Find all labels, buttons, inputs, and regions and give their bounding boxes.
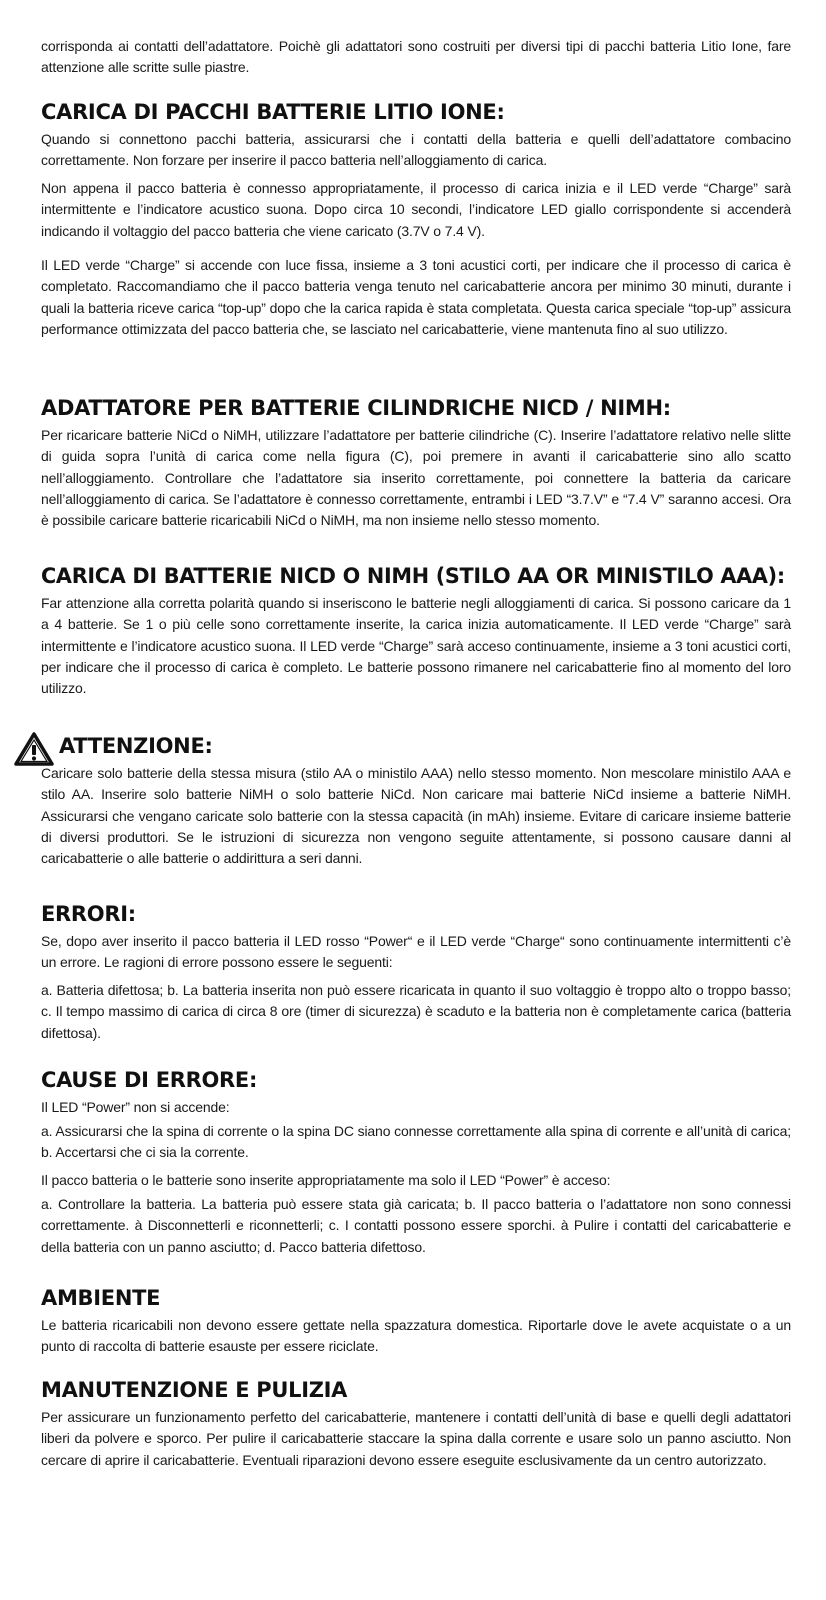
paragraph: Se, dopo aver inserito il pacco batteria il LED rosso “Power“ e il LED verde “Charge“ sono continuamente intermittenti c’è un errore. Le ragioni di errore possono essere le seguenti:: [41, 933, 791, 971]
paragraph: Il LED verde “Charge” si accende con luce fissa, insieme a 3 toni acustici corti, per indicare che il processo di carica è completato. Raccomandiamo che il pacco batteria venga tenuto nel caricabatterie ancora per minimo 30 minuti, durante i quali la batteria riceve carica “top-up” dopo che la carica rapida è stata completata. Questa carica speciale “top-up” assicura performance ottimizzata del pacco batteria che, se lasciato nel caricabatterie, viene mantenuta fino al suo utilizzo.: [41, 257, 791, 337]
section-heading-carica-nicd-nimh: CARICA DI BATTERIE NICD O NIMH (STILO AA OR MINISTILO AAA):: [41, 564, 785, 588]
section-heading-cause-di-errore: CAUSE DI ERRORE:: [41, 1068, 258, 1092]
section-heading-litio-ione: CARICA DI PACCHI BATTERIE LITIO IONE:: [41, 100, 505, 124]
paragraph: a. Controllare la batteria. La batteria può essere stata già caricata; b. Il pacco batteria o l’adattatore non sono connessi correttamente. à Disconnetterli e riconnetterli; c. I contatti possono essere sporchi. à Pulire i contatti del caricabatterie e della batteria con un panno asciutto; d. Pacco batteria difettoso.: [41, 1196, 791, 1255]
paragraph: Per assicurare un funzionamento perfetto del caricabatterie, mantenere i contatti dell’unità di base e quelli degli adattatori liberi da polvere e sporco. Per pulire il caricabatterie staccare la spina dalla corrente e usare solo un panno asciutto. Non cercare di aprire il caricabatterie. Eventuali riparazioni devono essere eseguite esclusivamente da un centro autorizzato.: [41, 1409, 791, 1468]
section-heading-errori: ERRORI:: [41, 902, 136, 926]
paragraph: a. Batteria difettosa; b. La batteria inserita non può essere ricaricata in quanto il suo voltaggio è troppo alto o troppo basso; c. Il tempo massimo di carica di circa 8 ore (timer di sicurezza) è scaduto e la batteria non è completamente carica (batteria difettosa).: [41, 982, 791, 1041]
paragraph: Il pacco batteria o le batterie sono inserite appropriatamente ma solo il LED “Power” è acceso:: [41, 1172, 611, 1188]
paragraph: Non appena il pacco batteria è connesso appropriatamente, il processo di carica inizia e il LED verde “Charge” sarà intermittente e l’indicatore acustico suona. Dopo circa 10 secondi, l’indicatore LED giallo corrispondente si accenderà indicando il voltaggio del pacco batteria che viene caricato (3.7V o 7.4 V).: [41, 180, 791, 239]
paragraph: Per ricaricare batterie NiCd o NiMH, utilizzare l’adattatore per batterie cilindriche (C). Inserire l’adattatore relativo nelle slitte di guida sopra l’unità di carica come nella figura (C), poi premere in avanti il caricabatterie sino allo scatto nell’alloggiamento. Controllare che l’adattatore sia inserito correttamente, poi connettere la batteria da caricare nell’alloggiamento di carica. Se l’adattatore è connesso correttamente, entrambi i LED “3.7.V” e “7.4 V” saranno accesi. Ora è possibile caricare batterie ricaricabili NiCd o NiMH, ma non insieme nello stesso momento.: [41, 427, 791, 529]
paragraph: Caricare solo batterie della stessa misura (stilo AA o ministilo AAA) nello stesso momento. Non mescolare ministilo AAA e stilo AA. Inserire solo batterie NiMH o solo batterie NiCd. Non caricare mai batterie NiCd insieme a batterie NiMH. Assicurarsi che vengano caricate solo batterie con la stessa capacità (in mAh) insieme. Evitare di caricare insieme batterie di diversi produttori. Se le istruzioni di sicurezza non vengono seguite attentamente, si possono causare danni al caricabatterie o alle batterie o addirittura a seri danni.: [41, 765, 791, 867]
section-heading-attenzione: ATTENZIONE:: [59, 734, 213, 758]
section-heading-ambiente: AMBIENTE: [41, 1286, 161, 1310]
intro-paragraph: corrisponda ai contatti dell’adattatore. Poichè gli adattatori sono costruiti per diversi tipi di pacchi batteria Litio Ione, fare attenzione alle scritte sulle piastre.: [41, 38, 791, 76]
section-heading-manutenzione: MANUTENZIONE E PULIZIA: [41, 1378, 348, 1402]
paragraph: Le batteria ricaricabili non devono essere gettate nella spazzatura domestica. Riportarle dove le avete acquistate o a un punto di raccolta di batterie esauste per essere riciclate.: [41, 1317, 791, 1355]
section-heading-adattatore-cilindriche: ADATTATORE PER BATTERIE CILINDRICHE NICD / NIMH:: [41, 396, 671, 420]
paragraph: Far attenzione alla corretta polarità quando si inseriscono le batterie negli alloggiamenti di carica. Si possono caricare da 1 a 4 batterie. Se 1 o più celle sono correttamente inserite, la carica inizia automaticamente. Il LED verde “Charge” sarà intermittente e l’indicatore acustico suona. Il LED verde “Charge” sarà acceso continuamente, insieme a 3 toni acustici corti, per indicare che il processo di carica è completo. Le batterie possono rimanere nel caricabatterie fino al momento del loro utilizzo.: [41, 595, 791, 697]
paragraph: Il LED “Power” non si accende:: [41, 1099, 230, 1115]
paragraph: Quando si connettono pacchi batteria, assicurarsi che i contatti della batteria e quelli dell’adattatore combacino correttamente. Non forzare per inserire il pacco batteria nell’alloggiamento di carica.: [41, 131, 791, 169]
paragraph: a. Assicurarsi che la spina di corrente o la spina DC siano connesse correttamente alla spina di corrente e all’unità di carica; b. Accertarsi che ci sia la corrente.: [41, 1123, 791, 1161]
warning-triangle-icon: [14, 732, 54, 766]
